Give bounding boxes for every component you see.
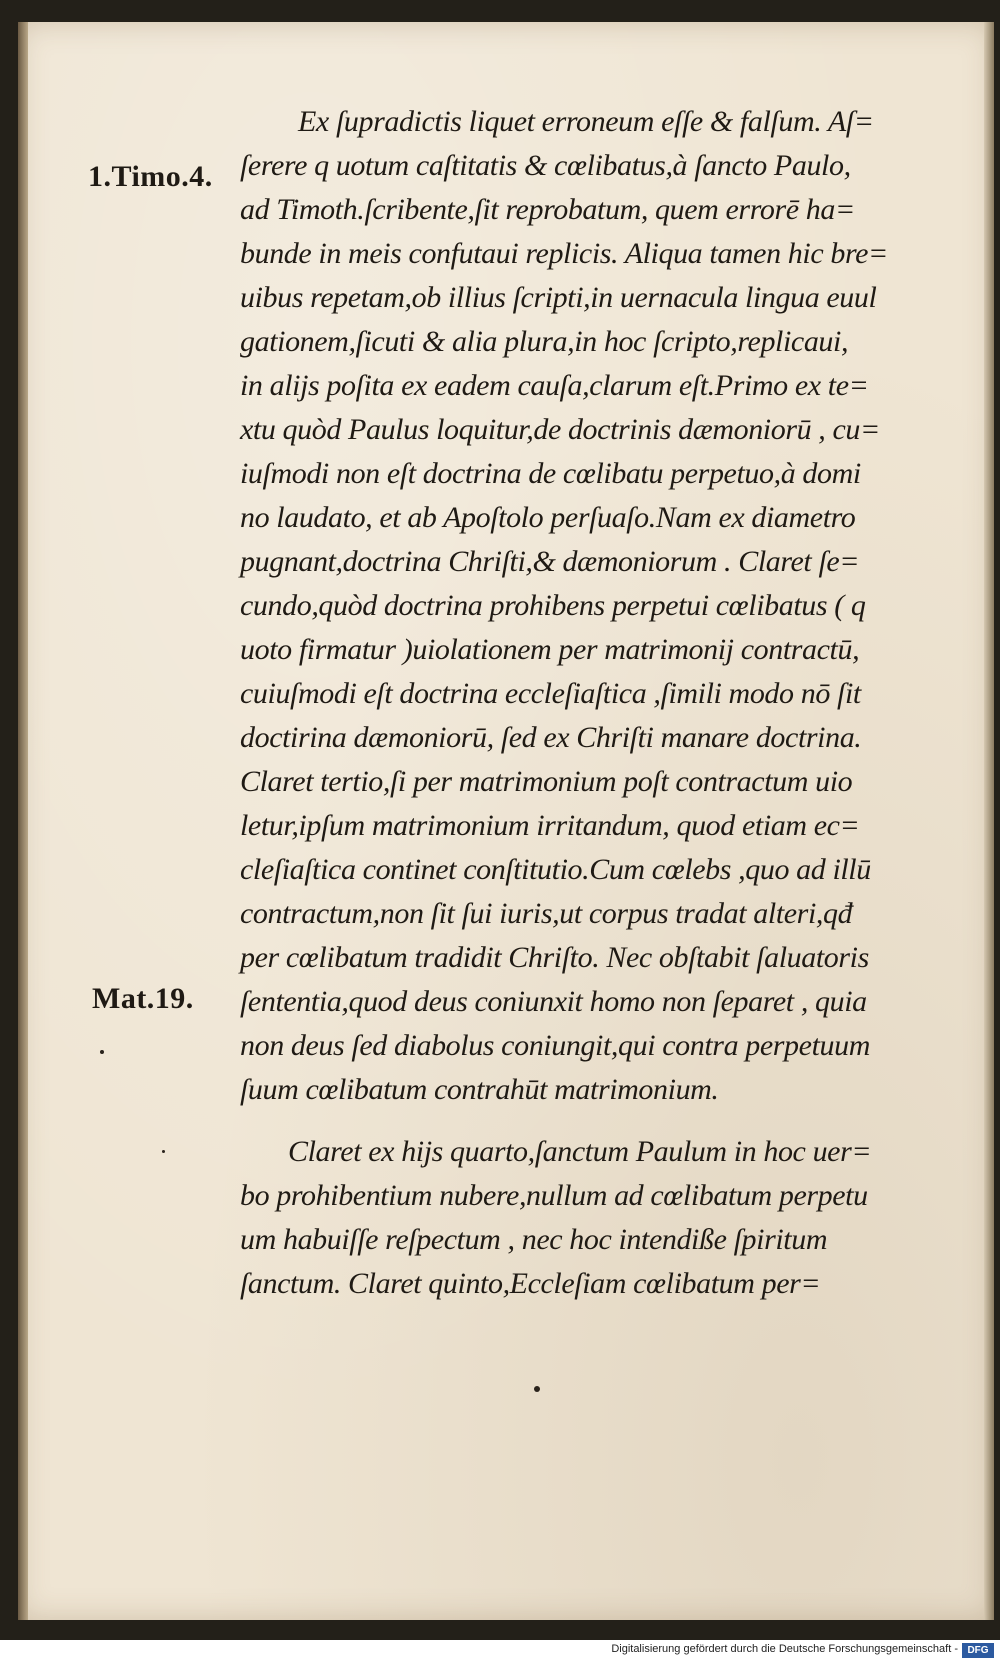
text-line: no laudato, et ab Apoſtolo perſuaſo.Nam ex diametro <box>240 501 856 534</box>
text-line: uoto firmatur )uiolationem per matrimonij contractū, <box>240 633 860 666</box>
text-line: iuſmodi non eſt doctrina de cœlibatu perpetuo,à domi <box>240 457 861 490</box>
text-line: ſuum cœlibatum contrahūt matrimonium. <box>240 1073 719 1106</box>
ink-speck <box>534 1386 540 1392</box>
text-line: ſanctum. Claret quinto,Eccleſiam cœlibatum per= <box>240 1267 821 1300</box>
margin-note-matthew: Mat.19. <box>92 982 194 1015</box>
text-line: ſententia,quod deus coniunxit homo non ſeparet , quia <box>240 985 867 1018</box>
text-line: Claret ex hijs quarto,ſanctum Paulum in hoc uer= <box>288 1135 872 1168</box>
text-line: non deus ſed diabolus coniungit,qui contra perpetuum <box>240 1029 870 1062</box>
digitization-credit: Digitalisierung gefördert durch die Deutsche Forschungsgemeinschaft - <box>611 1643 958 1655</box>
text-line: ſerere q uotum caſtitatis & cœlibatus,à ſancto Paulo, <box>240 149 851 182</box>
page-edge-left <box>18 22 28 1620</box>
footer-bar <box>0 1640 1000 1663</box>
text-line: bunde in meis confutaui replicis. Aliqua tamen hic bre= <box>240 237 888 270</box>
text-line: um habuiſſe reſpectum , nec hoc intendiße ſpiritum <box>240 1223 828 1256</box>
text-line: doctirina dæmoniorū, ſed ex Chriſti manare doctrina. <box>240 721 862 754</box>
margin-note-timothy: 1.Timo.4. <box>88 160 213 193</box>
text-line: ad Timoth.ſcribente,ſit reprobatum, quem errorē ha= <box>240 193 855 226</box>
text-line: letur,ipſum matrimonium irritandum, quod etiam ec= <box>240 809 860 842</box>
text-line: Ex ſupradictis liquet erroneum eſſe & falſum. Aſ= <box>298 105 874 138</box>
text-line: contractum,non ſit ſui iuris,ut corpus tradat alteri,qđ <box>240 897 853 930</box>
text-line: in alijs poſita ex eadem cauſa,clarum eſt.Primo ex te= <box>240 369 869 402</box>
text-line: cleſiaſtica continet conſtitutio.Cum cœlebs ,quo ad illū <box>240 853 871 886</box>
text-line: bo prohibentium nubere,nullum ad cœlibatum perpetu <box>240 1179 868 1212</box>
text-line: cuiuſmodi eſt doctrina eccleſiaſtica ,ſimili modo nō ſit <box>240 677 861 710</box>
text-line: Claret tertio,ſi per matrimonium poſt contractum uio <box>240 765 853 798</box>
text-line: pugnant,doctrina Chriſti,& dæmoniorum . Claret ſe= <box>240 545 860 578</box>
text-line: gationem,ſicuti & alia plura,in hoc ſcripto,replicaui, <box>240 325 849 358</box>
text-line: per cœlibatum tradidit Chriſto. Nec obſtabit ſaluatoris <box>240 941 869 974</box>
page-edge-right <box>984 22 994 1620</box>
text-line: uibus repetam,ob illius ſcripti,in uernacula lingua euul <box>240 281 877 314</box>
text-line: xtu quòd Paulus loquitur,de doctrinis dæmoniorū , cu= <box>240 413 880 446</box>
ink-speck <box>100 1050 104 1054</box>
dfg-logo-icon: DFG <box>962 1643 994 1658</box>
ink-speck <box>162 1150 165 1153</box>
text-line: cundo,quòd doctrina prohibens perpetui cœlibatus ( q <box>240 589 866 622</box>
